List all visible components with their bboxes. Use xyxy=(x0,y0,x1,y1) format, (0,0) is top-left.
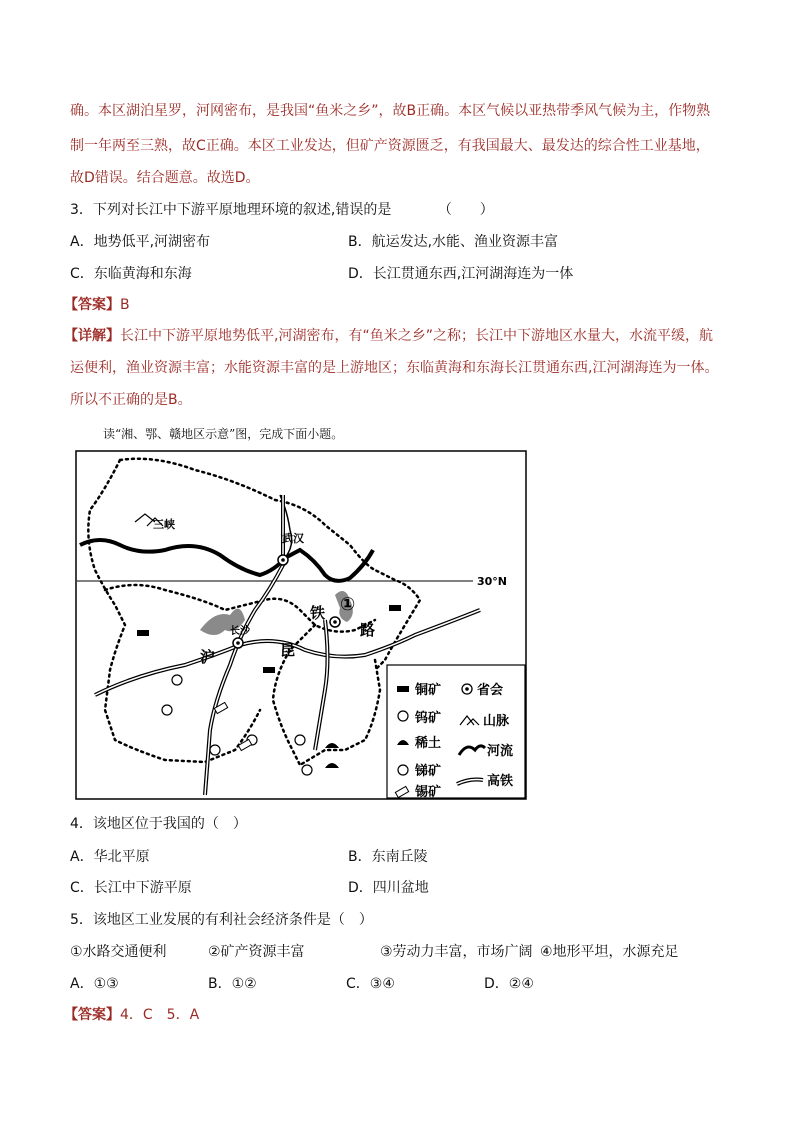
q5-option-d: D．②④ xyxy=(484,976,534,992)
label-lu: 路 xyxy=(360,621,376,639)
legend-capital: 省会 xyxy=(477,683,504,698)
legend-rare-earth: 稀土 xyxy=(415,736,442,751)
answer-value: B xyxy=(120,297,130,313)
explanation-line-2: 制一年两至三熟，故C正确。本区工业发达，但矿产资源匮乏，有我国最大、最发达的综合性工业基地， xyxy=(70,138,710,154)
q5-condition-2: ②矿产资源丰富 xyxy=(208,944,305,960)
q3-answer xyxy=(64,294,130,314)
explanation-line-1: 确。本区湖泊星罗，河网密布，是我国“鱼米之乡”，故B正确。本区气候以亚热带季风气候为主，作物熟 xyxy=(70,103,711,119)
q4-stem: 4．该地区位于我国的（ ） xyxy=(70,816,247,832)
label-sanxia: 三峡 xyxy=(153,518,175,531)
answer-key: 【答案】 xyxy=(64,297,120,313)
q5-option-a: A．①③ xyxy=(70,976,119,992)
latitude-label: 30°N xyxy=(477,575,508,588)
q3-option-a: A．地势低平,河湖密布 xyxy=(70,234,211,250)
detail-text-1: 长江中下游平原地势低平,河湖密布，有“鱼米之乡”之称；长江中下游地区水量大，水流平缓，航 xyxy=(120,328,713,344)
map-caption: 读“湘、鄂、赣地区示意”图，完成下面小题。 xyxy=(103,427,344,441)
legend-copper: 铜矿 xyxy=(415,683,442,698)
label-changsha: 长沙 xyxy=(230,626,250,637)
legend-mountain: 山脉 xyxy=(483,714,510,729)
q3-option-b: B．航运发达,水能、渔业资源丰富 xyxy=(348,234,559,250)
q3-detail-line-1 xyxy=(64,325,713,345)
legend-tungsten: 钨矿 xyxy=(415,711,442,726)
q5-answer xyxy=(64,1004,199,1024)
q4-option-c: C．长江中下游平原 xyxy=(70,880,192,896)
q5-condition-3: ③劳动力丰富，市场广阔 xyxy=(380,944,533,960)
copper-mine-1 xyxy=(137,630,149,636)
copper-mine-2 xyxy=(389,605,401,611)
q3-detail-line-2: 运便利，渔业资源丰富；水能资源丰富的是上游地区；东临黄海和东海长江贯通东西,江河湖海连为一体。 xyxy=(70,360,719,376)
legend-antimony: 锑矿 xyxy=(415,764,442,779)
q4-option-b: B．东南丘陵 xyxy=(348,849,428,865)
label-wuhan: 武汉 xyxy=(282,532,304,545)
q5-condition-4: ④地形平坦，水源充足 xyxy=(540,944,679,960)
q5-option-b: B．①② xyxy=(208,976,257,992)
answer-value-2: 4．C 5．A xyxy=(120,1007,200,1023)
q3-stem-text: 3．下列对长江中下游平原地理环境的叙述,错误的是 xyxy=(70,202,392,218)
label-kun: 昆 xyxy=(280,641,296,659)
map-figure xyxy=(75,450,527,800)
q4-option-a: A．华北平原 xyxy=(70,849,150,865)
q5-option-c: C．③④ xyxy=(346,976,395,992)
q5-stem: 5．该地区工业发展的有利社会经济条件是（ ） xyxy=(70,912,373,928)
q3-detail-line-3: 所以不正确的是B。 xyxy=(70,392,192,408)
detail-key: 【详解】 xyxy=(64,328,120,344)
q3-stem xyxy=(70,199,494,219)
q3-blank: （ ） xyxy=(437,202,494,218)
copper-mine-3 xyxy=(263,667,275,673)
label-hu: 沪 xyxy=(200,648,216,666)
q5-condition-1: ①水路交通便利 xyxy=(70,944,167,960)
answer-key-2: 【答案】 xyxy=(64,1007,120,1023)
legend-highspeed-rail: 高铁 xyxy=(487,774,514,789)
legend-tin: 锡矿 xyxy=(415,785,442,800)
label-circle-1: ① xyxy=(340,594,356,615)
legend-river: 河流 xyxy=(487,744,514,759)
label-tie: 铁 xyxy=(310,604,326,622)
q4-option-d: D．四川盆地 xyxy=(348,880,429,896)
explanation-line-3: 故D错误。结合题意。故选D。 xyxy=(70,170,260,186)
q3-option-c: C．东临黄海和东海 xyxy=(70,266,192,282)
q3-option-d: D．长江贯通东西,江河湖海连为一体 xyxy=(348,266,574,282)
